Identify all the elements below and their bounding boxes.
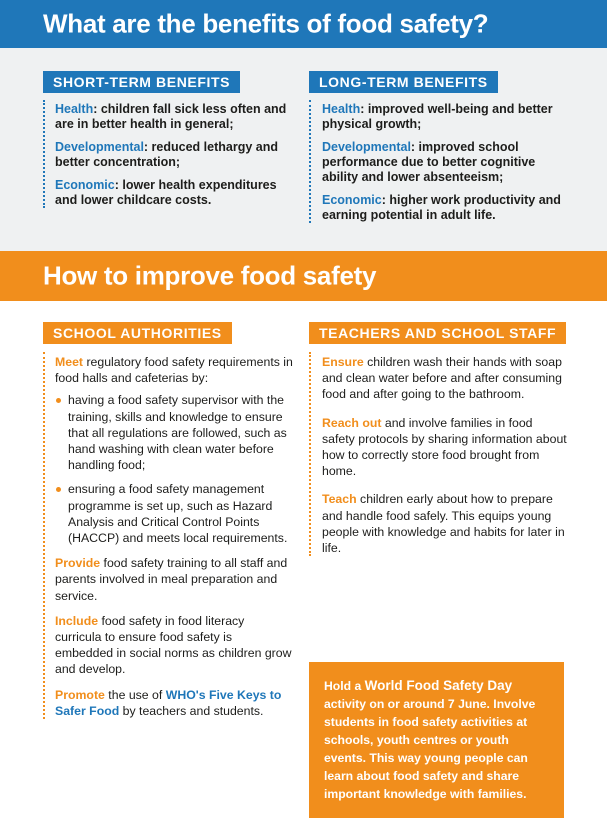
long-term-benefits [309,71,567,223]
long-term-developmental: Developmental: improved school performance due to better cognitive ability and lower absenteeism; [322,140,536,184]
short-term-benefits [43,71,288,208]
include-paragraph: Include food safety in food literacy curricula to ensure food safety is embedded in social norms as children grow and develop. [55,613,292,677]
meet-paragraph: Meet regulatory food safety requirements in food halls and cafeterias by: [55,355,293,386]
teachers-and-staff [309,322,567,556]
benefits-heading-band [0,0,607,48]
teach-paragraph: Teach children early about how to prepare and handle food safely. This equips young people with knowledge and habits for later in life. [322,492,565,556]
short-term-health: Health: children fall sick less often and are in better health in general; [55,102,287,131]
ensure-paragraph: Ensure children wash their hands with soap and clean water before and after consuming food and after going to the bathroom. [322,355,562,402]
benefits-heading: What are the benefits of food safety? [43,8,489,39]
long-term-tag: LONG-TERM BENEFITS [309,71,498,93]
long-term-economic: Economic: higher work productivity and earning potential in adult life. [322,193,561,222]
short-term-list [43,100,288,208]
school-authorities-tag: SCHOOL AUTHORITIES [43,322,232,344]
teachers-list [309,352,567,556]
promote-paragraph: Promote the use of WHO's Five Keys to Safer Food by teachers and students. [55,687,282,718]
teachers-tag: TEACHERS AND SCHOOL STAFF [309,322,566,344]
short-term-economic: Economic: lower health expenditures and lower childcare costs. [55,178,277,207]
school-authorities-list [43,352,293,719]
meet-bullet-list [55,392,293,546]
short-term-developmental: Developmental: reduced lethargy and better concentration; [55,140,278,169]
long-term-list [309,100,567,223]
provide-paragraph: Provide food safety training to all staff and parents involved in meal preparation and service. [55,556,288,603]
reach-out-paragraph: Reach out and involve families in food safety protocols by sharing information about how to correctly store food brought from home. [322,415,567,479]
world-food-safety-day-callout: Hold a World Food Safety Day activity on or around 7 June. Involve students in food safety activities at schools, youth centres or youth events. This way young people can learn about food safety and share important knowledge with families. [309,662,564,818]
improve-heading-band [0,251,607,301]
callout-highlight: World Food Safety Day [364,678,513,693]
list-item: ensuring a food safety management programme is set up, such as Hazard Analysis and Critical Control Points (HACCP) and meets local requirements. [55,481,293,546]
short-term-tag: SHORT-TERM BENEFITS [43,71,240,93]
school-authorities [43,322,293,719]
long-term-health: Health: improved well-being and better physical growth; [322,102,553,131]
improve-heading: How to improve food safety [43,260,377,291]
list-item: having a food safety supervisor with the training, skills and knowledge to ensure that all regulations are followed, such as hand washing with clean water before handling food; [55,392,293,473]
five-keys-link[interactable]: WHO's Five Keys to Safer Food [55,687,282,718]
